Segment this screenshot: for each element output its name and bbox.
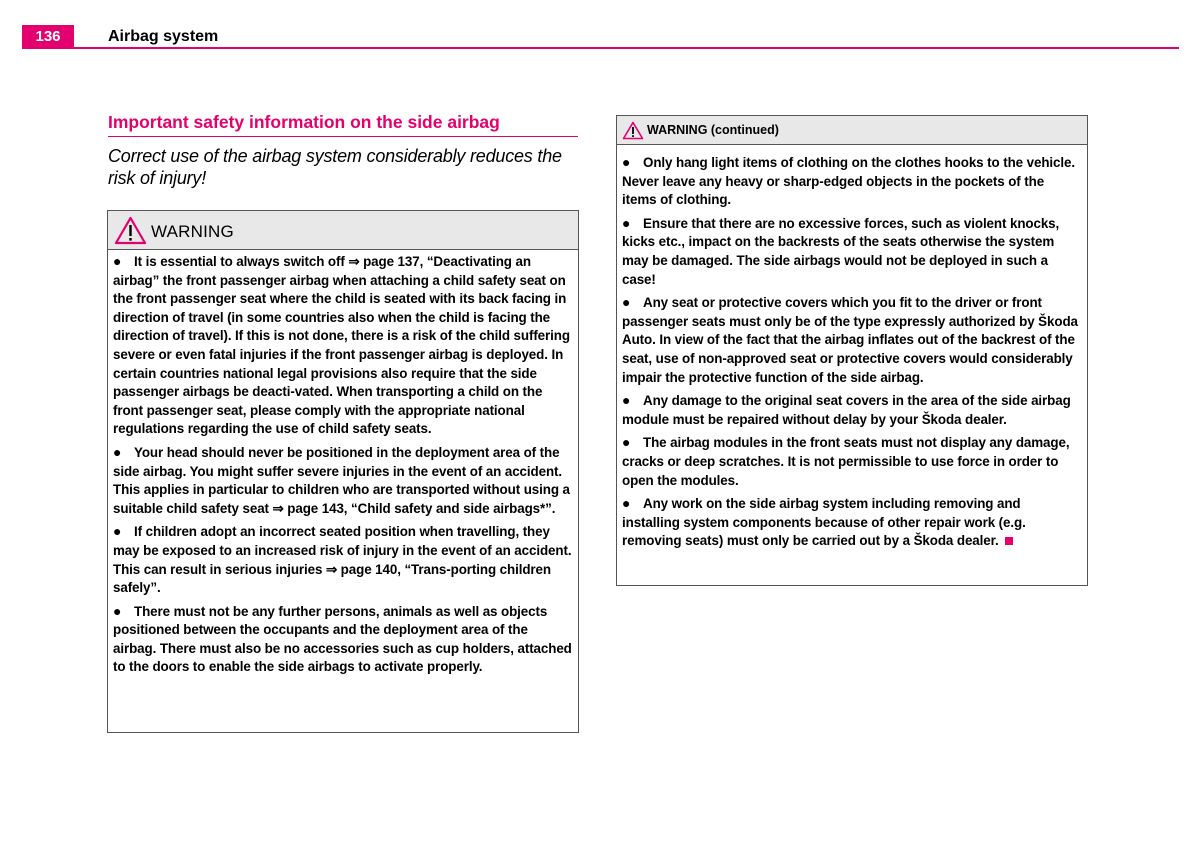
bullet-dot-icon: ● — [113, 443, 122, 460]
list-item: ● Any damage to the original seat covers in the area of the side airbag module must be repaired without delay by your Škoda dealer. — [622, 392, 1071, 427]
warning-box-continued — [616, 115, 1088, 586]
end-of-section-square-icon — [1005, 537, 1013, 545]
warning-label: WARNING — [151, 222, 234, 241]
section-title: Important safety information on the side airbag — [108, 112, 578, 137]
bullet-dot-icon: ● — [622, 294, 631, 311]
warning-items — [617, 145, 1087, 551]
bullet-dot-icon: ● — [622, 392, 631, 409]
warning-triangle-icon — [622, 121, 644, 140]
bullet-dot-icon: ● — [113, 523, 122, 540]
bullet-dot-icon: ● — [113, 253, 122, 269]
header-title: Airbag system — [108, 28, 219, 45]
warning-items — [108, 250, 578, 677]
list-item: ● Only hang light items of clothing on the clothes hooks to the vehicle. Never leave any heavy or sharp-edged objects in the pockets of the items of clothing. — [622, 154, 1075, 208]
section-lead: Correct use of the airbag system considerably reduces the risk of injury! — [108, 146, 562, 188]
bullet-dot-icon: ● — [113, 602, 122, 619]
warning-label: WARNING (continued) — [647, 123, 779, 137]
bullet-dot-icon: ● — [622, 154, 631, 170]
warning-triangle-icon — [114, 216, 147, 245]
bullet-dot-icon: ● — [622, 214, 631, 231]
list-item: ● Any seat or protective covers which you fit to the driver or front passenger seats must only be of the type expressly authorized by Škoda Auto. In view of the fact that the airbag inflates out of the backrest of the seat, use of non-approved seat or protective covers would considerably impair the protective function of the side airbag. — [622, 294, 1078, 385]
list-item: ● Ensure that there are no excessive forces, such as violent knocks, kicks etc., impact on the backrests of the seats otherwise the system may be damaged. The side airbags would not be deployed in such a case! — [622, 214, 1060, 287]
bullet-dot-icon: ● — [622, 495, 631, 512]
warning-box — [107, 210, 579, 733]
page-number: 136 — [22, 25, 74, 47]
list-item: ● If children adopt an incorrect seated position when travelling, they may be exposed to an increased risk of injury in the event of an accident. This can result in serious injuries ⇒ page 140, “Trans-porting children safely”. — [113, 523, 572, 596]
list-item: ● Any work on the side airbag system including removing and installing system components because of other repair work (e.g. removing seats) must only be carried out by a Škoda dealer. — [622, 495, 1026, 549]
bullet-dot-icon: ● — [622, 434, 631, 451]
warning-header — [108, 211, 578, 250]
header-rule — [22, 47, 1179, 49]
list-item: ● There must not be any further persons, animals as well as objects positioned between the occupants and the deployment area of the airbag. There must also be no accessories such as cup holders, attached to the doors to enable the side airbags to activate properly. — [113, 602, 572, 675]
list-item: ● Your head should never be positioned in the deployment area of the side airbag. You might suffer severe injuries in the event of an accident. This applies in particular to children who are transported without using a suitable child safety seat ⇒ page 143, “Child safety and side airbags*”. — [113, 443, 570, 516]
list-item: ● The airbag modules in the front seats must not display any damage, cracks or deep scratches. It is not permissible to use force in order to open the modules. — [622, 434, 1070, 488]
warning-header — [617, 116, 1087, 145]
list-item: ● It is essential to always switch off ⇒ page 137, “Deactivating an airbag” the front passenger airbag when attaching a child safety seat on the front passenger seat where the child is seated with its back facing in direction of travel (in some countries also when the child is facing the direction of travel). If this is not done, there is a risk of the child suffering severe or even fatal injuries if the front passenger airbag is deployed. In certain countries national legal provisions also require that the side passenger airbags be deacti-vated. When transporting a child on the front passenger seat, please comply with the appropriate national regulations regarding the use of child safety seats. — [113, 253, 570, 437]
